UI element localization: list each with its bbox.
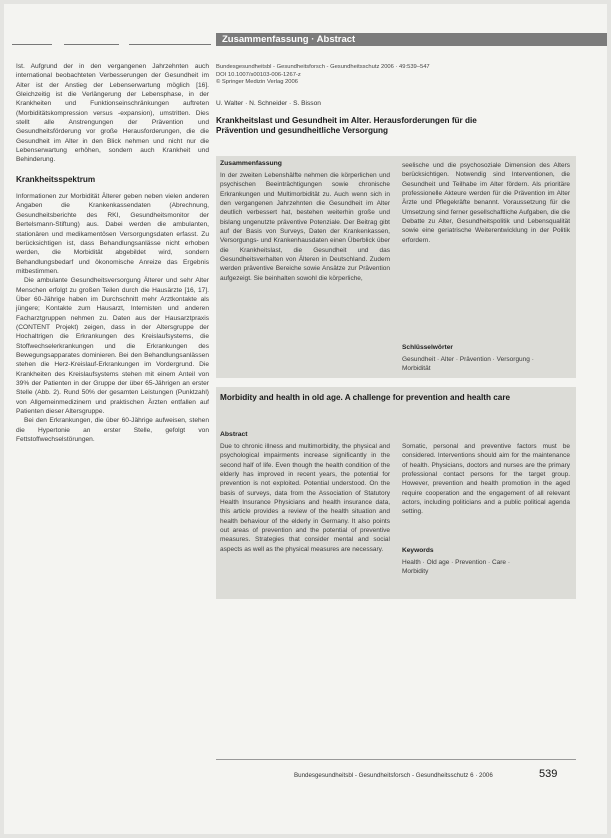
english-abstract-right: Somatic, personal and preventive factors must be considered. Interventions should aim for the maintenance of health. Physicians, doctors and nurses are the primary professional contact persons for the target group. However, prevention and health promotion in the aged require cooperation and the engagement of all relevant actors, including politicians and a public political agenda setting. bbox=[402, 443, 570, 516]
german-abstract-left: In der zweiten Lebenshälfte nehmen die körperlichen und psychischen Beeinträchtigungen sowie chronische Erkrankungen und Multimorbidität zu. Auch wenn sich in den vergangenen Jahrzehnten die Gesundheit im Alter deutlich verbessert hat, bestehen weiterhin große und bislang ungenutzte präventive Potenziale. Der Beitrag gibt auf der Basis von Surveys, Daten der Krankenkassen, Versorgungs- und Krankenhausdaten einen Überblick über die Krankheitslast, die Gesundheit und das Gesundheitsverhalten von Älteren in Deutschland. Zudem werden präventive Bereiche sowie Ansätze zur Prävention aufgezeigt. Sie beinhalten sowohl die körperliche, bbox=[220, 172, 390, 282]
meta-copyright: © Springer Medizin Verlag 2006 bbox=[216, 79, 298, 85]
left-para-4: Bei den Erkrankungen, die über 60-Jährige aufweisen, stehen die Hypertonie an erster Stelle, gefolgt von Fettstoffwechselstörungen. bbox=[16, 417, 209, 444]
top-rule-segment bbox=[129, 44, 211, 45]
english-abstract-left: Due to chronic illness and multimorbidity, the physical and psychological impairments increase significantly in the second half of life. Even though the health condition of the elderly has improved in recent years, the potential for prevention is not exploited. Potential understood. On the basis of surveys, data from the Association of Statutory Health Insurance Physicians and health insurance data, this article provides a review of the health situation and health behaviour of the elderly in Germany. It also points out areas of prevention and the potential of preventive measures. Strategies that consider mental and social aspects as well as the physical measures are necessary. bbox=[220, 443, 390, 553]
scanned-page bbox=[4, 4, 607, 834]
journal-meta bbox=[216, 64, 430, 87]
page-number: 539 bbox=[539, 768, 558, 780]
english-abstract-heading: Abstract bbox=[220, 431, 248, 438]
english-keywords: Health · Old age · Prevention · Care · Morbidity bbox=[402, 559, 511, 575]
german-abstract-right: seelische und die psychosoziale Dimension des Alters berücksichtigen. Notwendig sind Interventionen, die Gesundheit und Teilhabe im Alter fördern. Als prioritäre professionelle Akteure werden für die Prävention im Alter Ärzte und Pflegekräfte benannt. Voraussetzung für die Umsetzung sind ferner gesellschaftliche Aufgaben, die die Debatte zu Alter, Gesundheitspolitik und Lebensqualität sowie eine geriatrische Weiterentwicklung in der Politik erfordern. bbox=[402, 162, 570, 244]
left-para-1: Ist. Aufgrund der in den vergangenen Jahrzehnten auch international beobachteten Verbesserungen der Gesundheit im Alter ist der Anstieg der Lebenserwartung möglich [16]. Gleichzeitig ist die Verlängerung der Lebensphase, in der Krankheiten und Funktionseinschränkungen auftreten (Morbiditätskompression versus -expansion), umstritten. Dies stellt alle Anstrengungen der Prävention und Gesundheitsförderung vor große Herausforderungen, die die Gesundheit im Alter in den Blick nehmen und nicht nur die Lebenserwartung erhöhen, sondern auch Krankheit und Behinderung. bbox=[16, 63, 209, 164]
german-keywords: Gesundheit · Alter · Prävention · Versorgung · Morbidität bbox=[402, 356, 534, 372]
english-abstract-box bbox=[216, 387, 576, 599]
english-keywords-heading: Keywords bbox=[402, 547, 434, 554]
meta-doi: DOI 10.1007/s00103-006-1267-z bbox=[216, 71, 301, 78]
section-heading: Krankheitsspektrum bbox=[16, 174, 96, 184]
meta-citation: Bundesgesundheitsbl - Gesundheitsforsch - Gesundheitsschutz 2006 · 49:539–547 bbox=[216, 64, 430, 70]
left-column bbox=[16, 62, 209, 444]
german-abstract-heading: Zusammenfassung bbox=[220, 160, 282, 167]
english-title: Morbidity and health in old age. A challenge for prevention and health care bbox=[220, 393, 511, 402]
german-keywords-heading: Schlüsselwörter bbox=[402, 344, 453, 351]
left-para-2: Informationen zur Morbidität Älterer geben neben vielen anderen Angaben die Krankenkassendaten (Abrechnung, Gesundheitsberichte des RKI, Gesundheitsmonitor der Bertelsmann-Stiftung) aus. Dabei werden die ambulanten, stationären und medikamentösen Versorgungsdaten erfasst. Zu berücksichtigen ist, dass Behandlungsanlässe nicht erhoben werden, die Morbidität abgebildet wird, sondern Behandlungsbedarf und ökonomische Anreize das Ergebnis mitbestimmen. bbox=[16, 193, 209, 275]
german-title: Krankheitslast und Gesundheit im Alter. Herausforderungen für die Prävention und gesundheitliche Versorgung bbox=[216, 116, 477, 135]
footer-text: Bundesgesundheitsbl - Gesundheitsforsch - Gesundheitsschutz 6 · 2006 bbox=[294, 772, 493, 779]
top-rule-segment bbox=[64, 44, 119, 45]
authors: U. Walter · N. Schneider · S. Bisson bbox=[216, 100, 321, 107]
header-title: Zusammenfassung · Abstract bbox=[222, 34, 356, 45]
top-rule-segment bbox=[12, 44, 52, 45]
footer-rule bbox=[216, 759, 576, 760]
german-abstract-box bbox=[216, 156, 576, 378]
left-para-3: Die ambulante Gesundheitsversorgung Älterer und sehr Alter Menschen erfolgt zu großen Teilen durch die Hausärzte [16, 17]. Über 60-Jährige haben im Durchschnitt mehr Arztkontakte als jüngere; Kontakte zum Hausarzt, Internisten und anderen Facharztgruppen nehmen zu. Daten aus der Hausarztpraxis (CONTENT Projekt) zeigen, dass in der Altersgruppe der Hochaltrigen die Erkrankungen des Kreislaufsystems, die Stoffwechselerkrankungen und die Erkrankungen des Bewegungsapparates dominieren. Bei den Behandlungsanlässen stehen die Herz-Kreislauf-Erkrankungen im Vordergrund. Die Krankheiten des Kreislaufsystems stehen mit einem Anteil von 39% der Patienten in der Gruppe der über 65-Jährigen an erster Stelle (Abb. 2). Rund 50% der gesamten Leistungen (Punktzahl) von Allgemeinmedizinern und praktischen Ärzten entfallen auf Patienten dieser Altersgruppe. bbox=[16, 277, 209, 416]
